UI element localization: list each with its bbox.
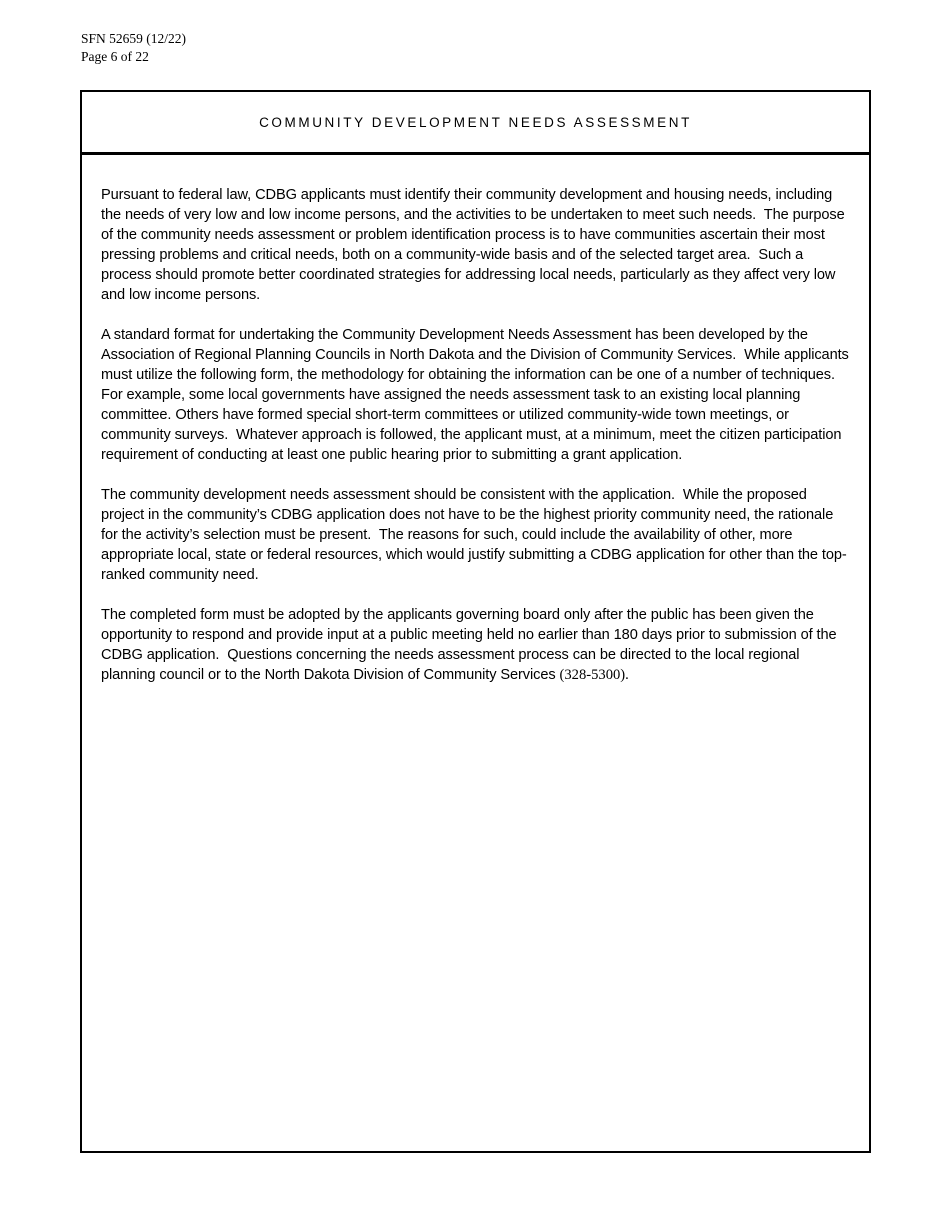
paragraph-4-text: The completed form must be adopted by the applicants governing board only after the public has been given the opportunity to respond and provide input at a public meeting held no earlier than 180 days prior to submission of the CDBG application. Questions concerning the needs assessment process can be directed to the local regional planning council or to the North Dakota Division of Community Services — [101, 607, 841, 683]
paragraph-4 — [101, 605, 851, 685]
document-header — [81, 30, 186, 66]
paragraph-1: Pursuant to federal law, CDBG applicants must identify their community development and housing needs, including the needs of very low and low income persons, and the activities to be undertaken to meet such needs. The purpose of the community needs assessment or problem identification process is to have communities ascertain their most pressing problems and critical needs, both on a community-wide basis and of the selected target area. Such a process should promote better coordinated strategies for addressing local needs, particularly as they affect very low and low income persons. — [101, 187, 849, 303]
phone-number: (328-5300). — [559, 667, 629, 683]
form-title-bar — [82, 92, 869, 155]
paragraph-3: The community development needs assessment should be consistent with the application. While the proposed project in the community’s CDBG application does not have to be the highest priority community need, the rationale for the activity’s selection must be present. The reasons for such, could include the availability of other, more appropriate local, state or federal resources, which would justify submitting a CDBG application for other than the top-ranked community need. — [101, 487, 847, 583]
form-title: COMMUNITY DEVELOPMENT NEEDS ASSESSMENT — [259, 114, 692, 130]
form-number: SFN 52659 (12/22) — [81, 31, 187, 46]
form-border-box — [80, 90, 871, 1153]
page-number: Page 6 of 22 — [81, 49, 149, 64]
form-body — [82, 155, 869, 685]
paragraph-2: A standard format for undertaking the Community Development Needs Assessment has been developed by the Association of Regional Planning Councils in North Dakota and the Division of Community Services. While applicants must utilize the following form, the methodology for obtaining the information can be one of a number of techniques. For example, some local governments have assigned the needs assessment task to an existing local planning committee. Others have formed special short-term committees or utilized community-wide town meetings, or community surveys. Whatever approach is followed, the applicant must, at a minimum, meet the citizen participation requirement of conducting at least one public hearing prior to submitting a grant application. — [101, 327, 853, 463]
